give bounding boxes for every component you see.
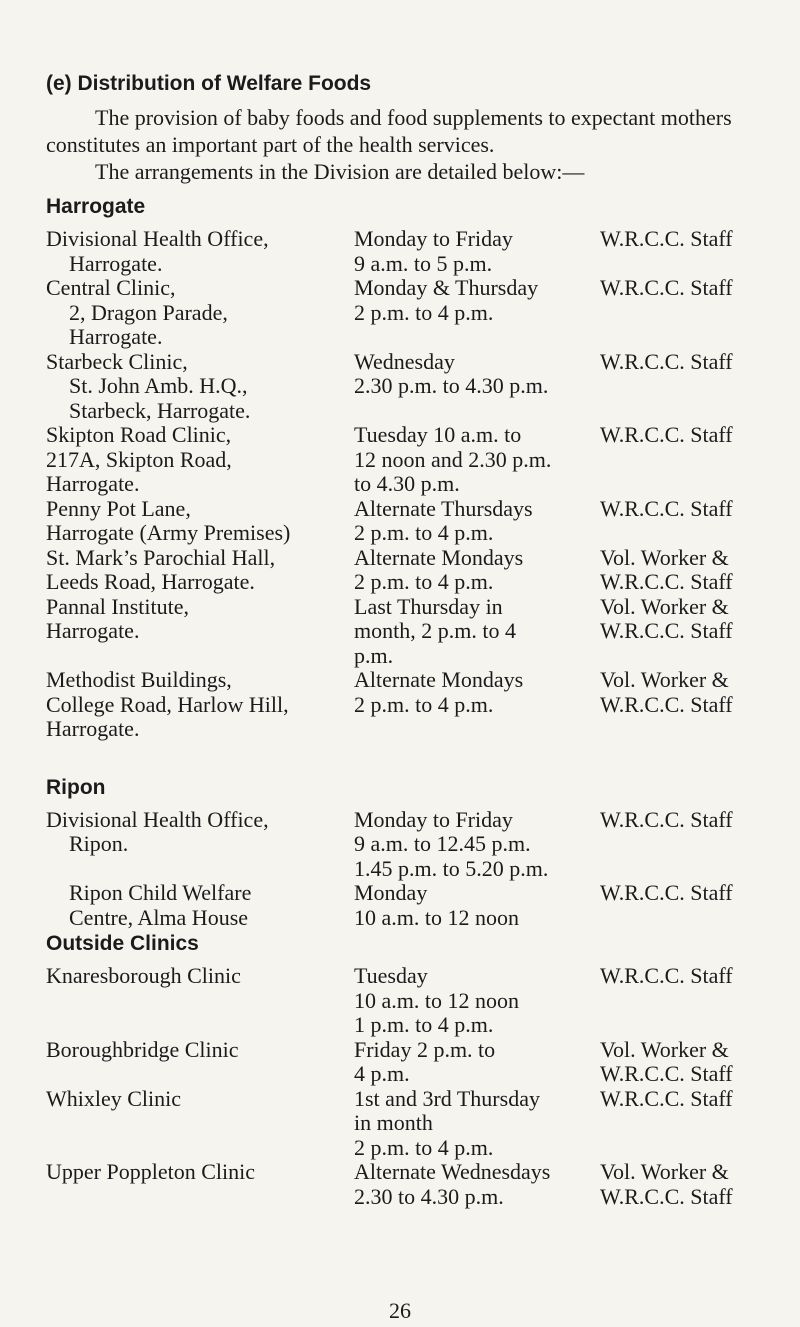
cell-line: 2 p.m. to 4 p.m. <box>354 691 494 717</box>
table-row <box>46 1087 776 1161</box>
cell-line: Harrogate. <box>46 716 140 741</box>
cell-line: St. John Amb. H.Q., <box>69 373 248 398</box>
staff-cell <box>600 423 776 497</box>
location-cell <box>46 423 354 497</box>
cell-line: St. Mark’s Parochial Hall, <box>46 544 276 570</box>
cell-line: Vol. Worker & <box>600 667 729 692</box>
cell-line: W.R.C.C. Staff <box>600 422 733 447</box>
location-cell <box>46 546 354 595</box>
cell-line: W.R.C.C. Staff <box>600 569 733 594</box>
location-cell <box>46 227 354 276</box>
ripon-table <box>46 808 776 931</box>
cell-line: Skipton Road Clinic, <box>46 422 232 447</box>
cell-line: Wednesday <box>354 348 455 374</box>
table-row <box>46 423 776 497</box>
cell-line: W.R.C.C. Staff <box>600 806 733 832</box>
staff-cell <box>600 1087 776 1161</box>
cell-line: 2.30 to 4.30 p.m. <box>354 1183 504 1209</box>
cell-line: Knaresborough Clinic <box>46 963 241 988</box>
cell-line: Starbeck Clinic, <box>46 348 188 374</box>
times-cell <box>354 350 600 424</box>
cell-line: Tuesday 10 a.m. to <box>354 422 522 447</box>
location-cell <box>46 595 354 669</box>
cell-line: Divisional Health Office, <box>46 806 269 832</box>
cell-line: Upper Poppleton Clinic <box>46 1159 255 1184</box>
table-row <box>46 808 776 882</box>
cell-line: 10 a.m. to 12 noon <box>354 987 519 1013</box>
cell-line: 1.45 p.m. to 5.20 p.m. <box>354 855 549 881</box>
times-cell <box>354 1038 600 1087</box>
staff-cell <box>600 276 776 350</box>
cell-line: Whixley Clinic <box>46 1085 182 1111</box>
cell-line: Central Clinic, <box>46 275 176 300</box>
ripon-heading: Ripon <box>46 775 106 799</box>
location-cell <box>46 881 354 930</box>
cell-line: 2 p.m. to 4 p.m. <box>354 520 494 545</box>
cell-line: Alternate Wednesdays <box>354 1159 551 1184</box>
location-cell <box>46 808 354 882</box>
cell-line: Harrogate (Army Premises) <box>46 520 291 545</box>
cell-line: 2 p.m. to 4 p.m. <box>354 299 494 325</box>
cell-line: W.R.C.C. Staff <box>600 226 733 251</box>
times-cell <box>354 1087 600 1161</box>
cell-line: W.R.C.C. Staff <box>600 691 733 717</box>
table-row <box>46 350 776 424</box>
outside-clinics-table <box>46 964 776 1209</box>
cell-line: Vol. Worker & <box>600 1036 729 1062</box>
cell-line: 2 p.m. to 4 p.m. <box>354 569 494 594</box>
page-content <box>46 70 776 1209</box>
staff-cell <box>600 964 776 1038</box>
cell-line: Monday <box>354 880 428 905</box>
cell-line: to 4.30 p.m. <box>354 471 460 496</box>
cell-line: Monday to Friday <box>354 806 513 832</box>
table-row <box>46 1160 776 1209</box>
table-row <box>46 668 776 742</box>
cell-line: W.R.C.C. Staff <box>600 495 733 521</box>
harrogate-heading: Harrogate <box>46 195 146 218</box>
cell-line: Alternate Thursdays <box>354 495 533 521</box>
table-row <box>46 964 776 1038</box>
table-row <box>46 1038 776 1087</box>
cell-line: Last Thursday in <box>354 593 503 619</box>
cell-line: 1st and 3rd Thursday <box>354 1085 540 1111</box>
times-cell <box>354 1160 600 1209</box>
cell-line: 2, Dragon Parade, <box>69 299 228 325</box>
cell-line: Methodist Buildings, <box>46 667 232 692</box>
cell-line: p.m. <box>354 642 394 668</box>
cell-line: month, 2 p.m. to 4 <box>354 618 516 643</box>
times-cell <box>354 668 600 742</box>
cell-line: 10 a.m. to 12 noon <box>354 904 519 930</box>
cell-line: 4 p.m. <box>354 1061 410 1086</box>
cell-line: Tuesday <box>354 963 428 988</box>
location-cell <box>46 497 354 546</box>
outside-clinics-heading: Outside Clinics <box>46 932 199 955</box>
cell-line: Ripon Child Welfare <box>69 880 252 905</box>
staff-cell <box>600 497 776 546</box>
location-cell <box>46 964 354 1038</box>
staff-cell <box>600 227 776 276</box>
cell-line: Starbeck, Harrogate. <box>69 397 251 423</box>
cell-line: in month <box>354 1110 433 1135</box>
cell-line: W.R.C.C. Staff <box>600 963 733 988</box>
table-row <box>46 546 776 595</box>
cell-line: 12 noon and 2.30 p.m. <box>354 446 552 472</box>
cell-line: Divisional Health Office, <box>46 226 269 251</box>
staff-cell <box>600 668 776 742</box>
cell-line: Alternate Mondays <box>354 544 524 570</box>
times-cell <box>354 423 600 497</box>
cell-line: Monday to Friday <box>354 226 513 251</box>
cell-line: Harrogate. <box>69 324 163 349</box>
times-cell <box>354 595 600 669</box>
cell-line: Vol. Worker & <box>600 1159 729 1184</box>
times-cell <box>354 881 600 930</box>
spacer <box>46 742 776 766</box>
table-row <box>46 227 776 276</box>
cell-line: Leeds Road, Harrogate. <box>46 569 255 594</box>
intro-paragraph: The arrangements in the Division are detailed below:— <box>95 159 585 184</box>
cell-line: Vol. Worker & <box>600 593 729 619</box>
cell-line: Centre, Alma House <box>69 904 249 930</box>
staff-cell <box>600 350 776 424</box>
cell-line: 2 p.m. to 4 p.m. <box>354 1134 494 1160</box>
cell-line: 1 p.m. to 4 p.m. <box>354 1012 494 1037</box>
cell-line: Harrogate. <box>46 618 140 643</box>
cell-line: Vol. Worker & <box>600 544 729 570</box>
cell-line: Friday 2 p.m. to <box>354 1036 496 1062</box>
cell-line: Monday & Thursday <box>354 275 539 300</box>
cell-line: Alternate Mondays <box>354 667 524 692</box>
staff-cell <box>600 881 776 930</box>
cell-line: W.R.C.C. Staff <box>600 348 733 374</box>
staff-cell <box>600 808 776 882</box>
cell-line: 9 a.m. to 12.45 p.m. <box>354 831 531 856</box>
staff-cell <box>600 595 776 669</box>
staff-cell <box>600 1160 776 1209</box>
cell-line: Pannal Institute, <box>46 593 189 619</box>
cell-line: Penny Pot Lane, <box>46 495 191 521</box>
cell-line: Harrogate. <box>69 250 163 276</box>
cell-line: W.R.C.C. Staff <box>600 1085 733 1111</box>
table-row <box>46 595 776 669</box>
cell-line: W.R.C.C. Staff <box>600 1061 733 1086</box>
harrogate-table <box>46 227 776 742</box>
cell-line: 217A, Skipton Road, <box>46 446 232 472</box>
location-cell <box>46 1038 354 1087</box>
times-cell <box>354 808 600 882</box>
page-number: 26 <box>389 1298 411 1323</box>
cell-line: Ripon. <box>69 831 129 856</box>
section-title: (e) Distribution of Welfare Foods <box>46 72 372 95</box>
cell-line: 2.30 p.m. to 4.30 p.m. <box>354 373 549 398</box>
cell-line: 9 a.m. to 5 p.m. <box>354 250 493 276</box>
staff-cell <box>600 546 776 595</box>
cell-line: College Road, Harlow Hill, <box>46 691 289 717</box>
location-cell <box>46 1160 354 1209</box>
location-cell <box>46 276 354 350</box>
location-cell <box>46 668 354 742</box>
table-row <box>46 497 776 546</box>
cell-line: W.R.C.C. Staff <box>600 1183 733 1209</box>
cell-line: W.R.C.C. Staff <box>600 275 733 300</box>
cell-line: W.R.C.C. Staff <box>600 618 733 643</box>
intro-paragraph: The provision of baby foods and food supplements to expectant mothers constitutes an important part of the health services. <box>46 105 732 157</box>
times-cell <box>354 276 600 350</box>
times-cell <box>354 227 600 276</box>
times-cell <box>354 546 600 595</box>
location-cell <box>46 350 354 424</box>
staff-cell <box>600 1038 776 1087</box>
times-cell <box>354 964 600 1038</box>
cell-line: Harrogate. <box>46 471 140 496</box>
cell-line: W.R.C.C. Staff <box>600 880 733 905</box>
location-cell <box>46 1087 354 1161</box>
table-row <box>46 276 776 350</box>
cell-line: Boroughbridge Clinic <box>46 1036 239 1062</box>
table-row <box>46 881 776 930</box>
times-cell <box>354 497 600 546</box>
